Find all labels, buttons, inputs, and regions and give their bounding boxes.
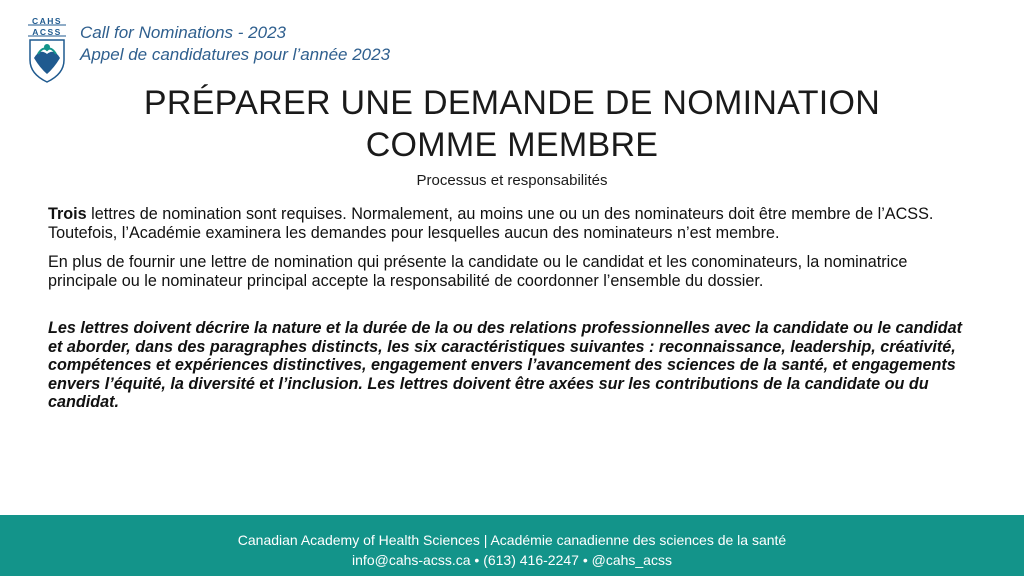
body-text [48,205,976,422]
header-title-en: Call for Nominations - 2023 [80,23,286,42]
paragraph-1-rest: lettres de nomination sont requises. Normalement, au moins une ou un des nominateurs doit être membre de l’ACSS. Toutefois, l’Académie examinera les demandes pour lesquelles aucun des nominateurs n’est membre. [48,205,934,242]
paragraph-1 [48,205,976,243]
page-subtitle: Processus et responsabilités [416,172,608,189]
paragraph-1-bold: Trois [48,205,87,223]
page-title-line1: PRÉPARER UNE DEMANDE DE NOMINATION [143,84,881,122]
cahs-acss-logo [24,14,70,84]
logo-text-bottom: ACSS [32,27,62,37]
footer [0,515,1024,576]
page-title-line2: COMME MEMBRE [365,126,659,164]
header-title-fr: Appel de candidatures pour l’année 2023 [80,45,391,64]
logo-text-top: CAHS [31,16,63,26]
footer-organization: Canadian Academy of Health Sciences | Académie canadienne des sciences de la santé [237,532,787,548]
header-titles [80,22,390,66]
paragraph-2: En plus de fournir une lettre de nomination qui présente la candidate ou le candidat et les conominateurs, la nominatrice principale ou le nominateur principal accepte la responsabilité de coordonner l’ensemble du dossier. [48,253,908,290]
page-title [0,82,1024,166]
paragraph-3-emphasis: Les lettres doivent décrire la nature et la durée de la ou des relations professionnelles avec la candidate ou le candidat et aborder, dans des paragraphes distincts, les six caractéristiques suivantes : reconnaissance, leadership, créativité, compétences et expériences distinctives, engagement envers l’avancement des sciences de la santé, et engagements envers l’équité, la diversité et l’inclusion. Les lettres doivent être axées sur les contributions de la candidate ou du candidat. [48,319,963,411]
header [24,14,390,84]
footer-contact: info@cahs-acss.ca • (613) 416-2247 • @cahs_acss [352,552,672,568]
